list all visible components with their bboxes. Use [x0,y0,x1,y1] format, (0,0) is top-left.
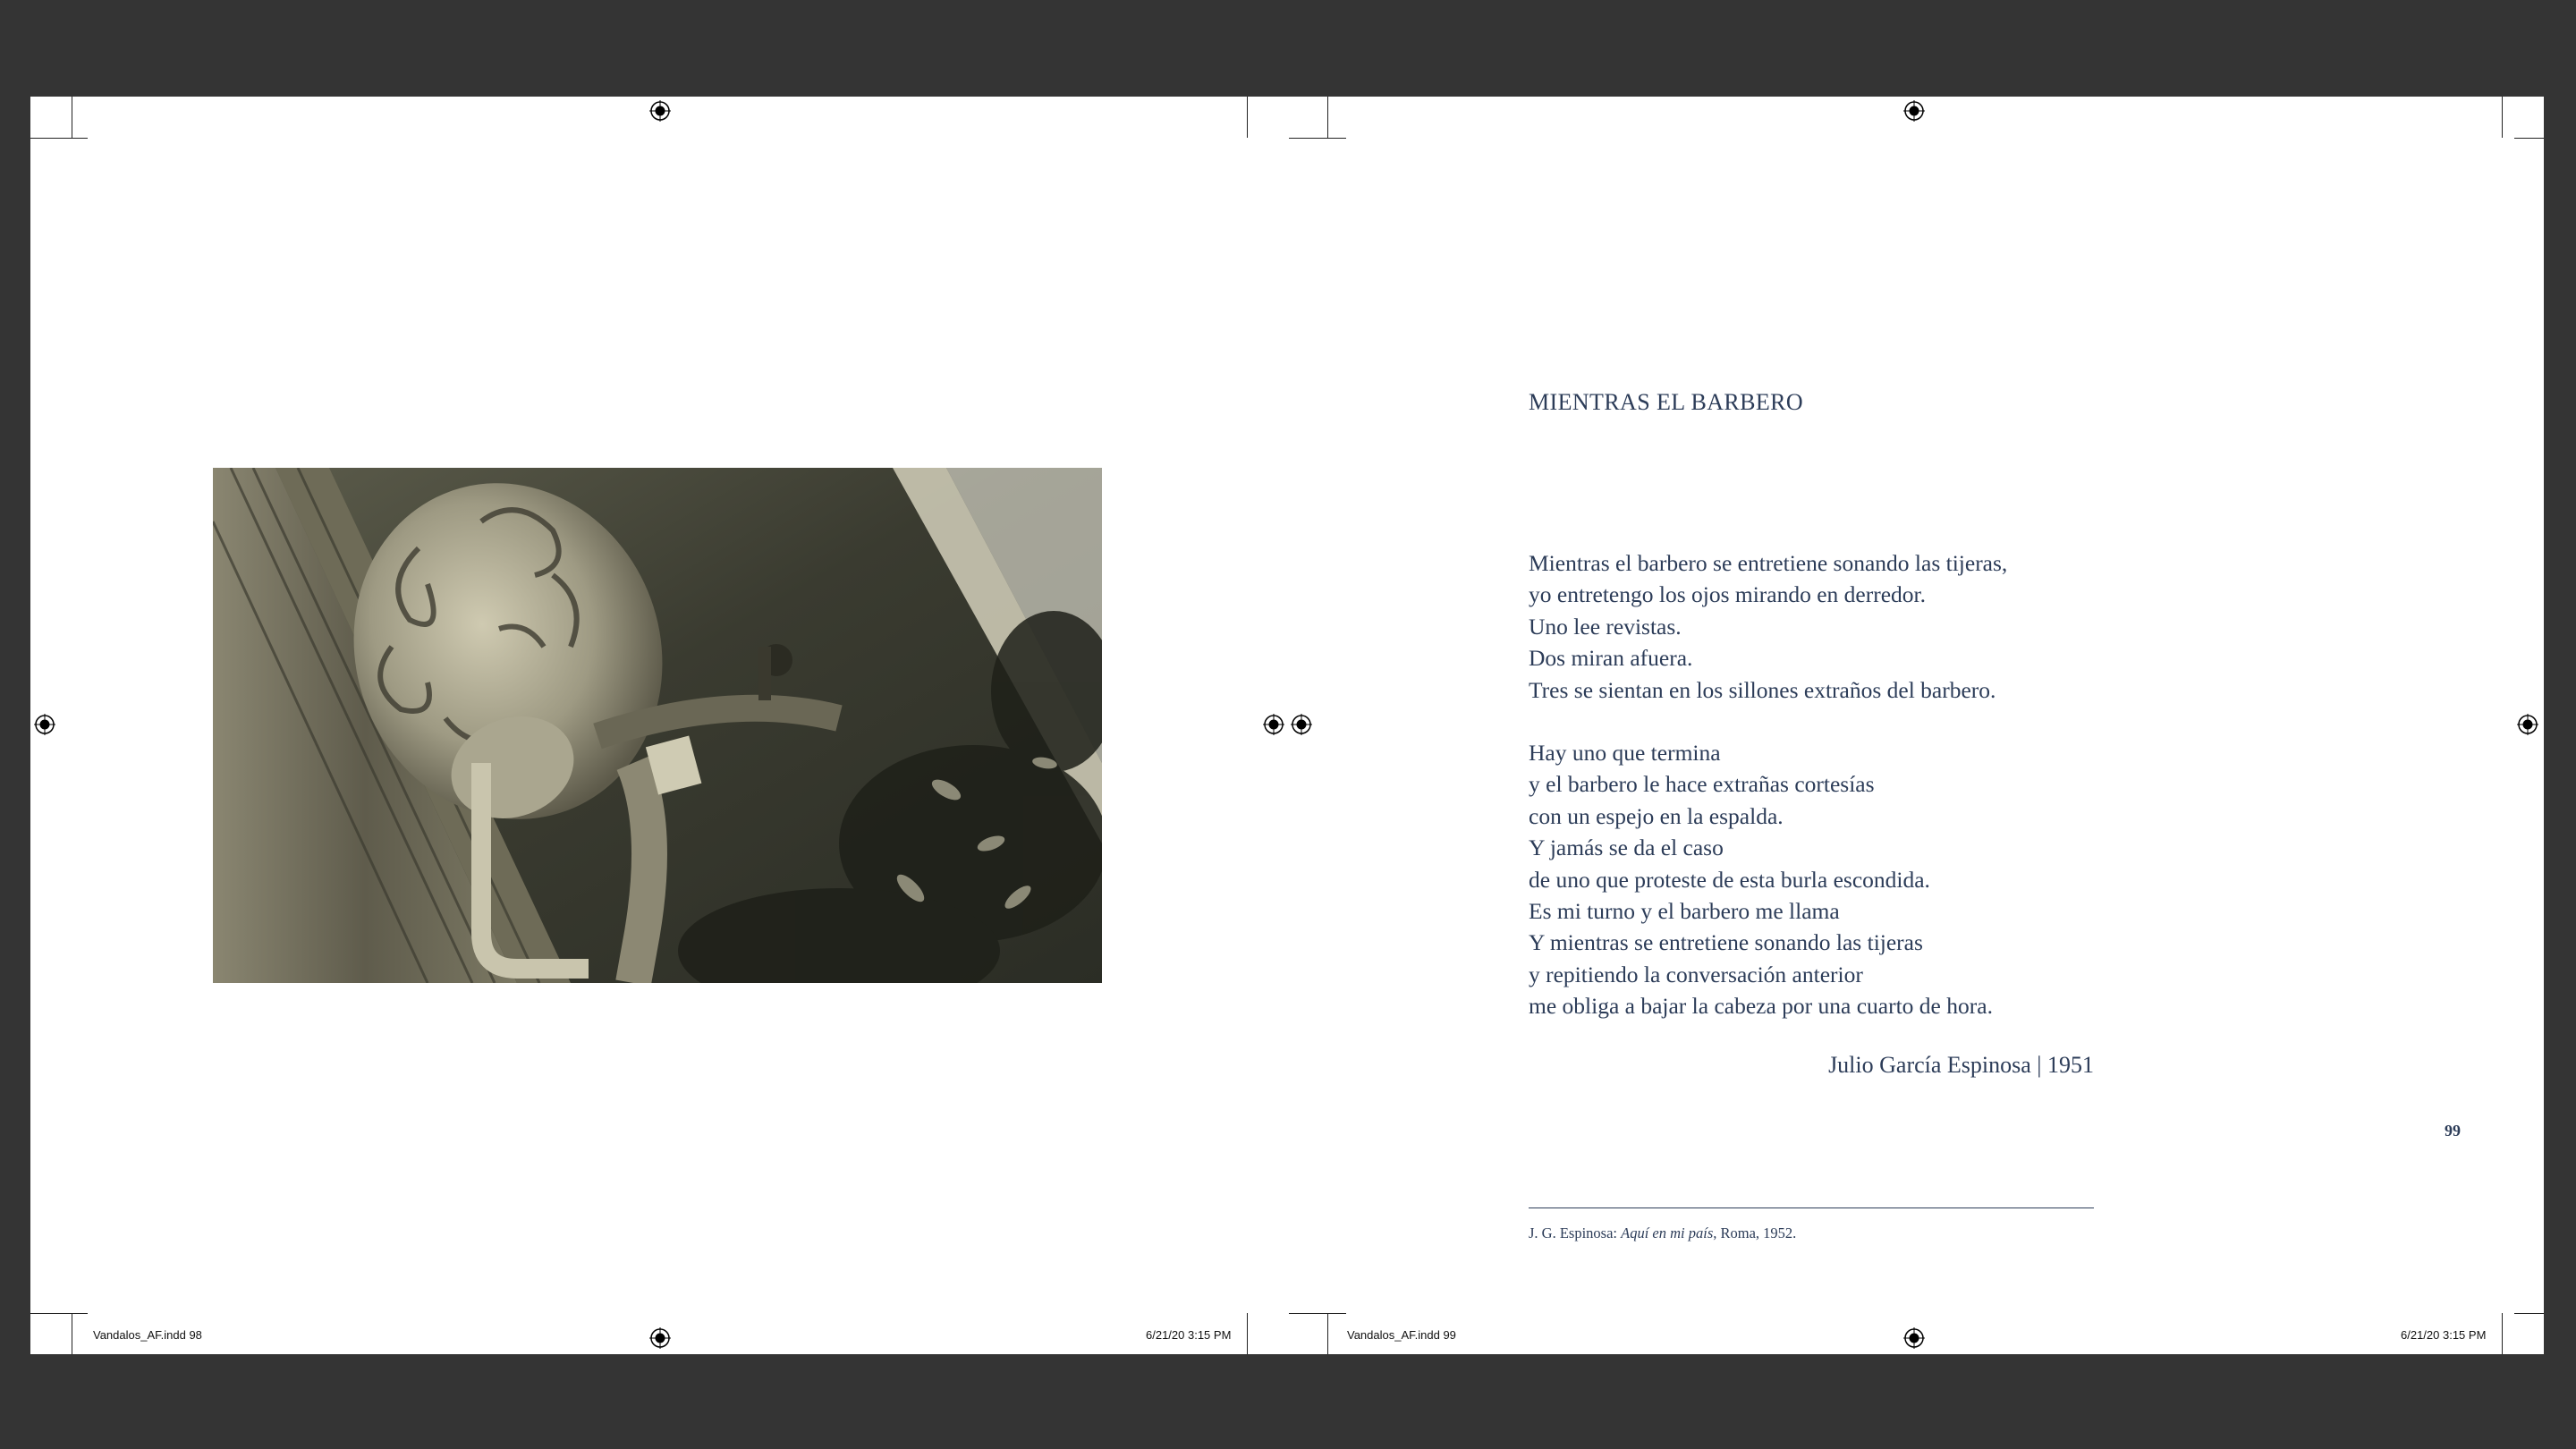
poem-line: Y jamás se da el caso [1529,835,1724,861]
slug-file-info: Vandalos_AF.indd 99 [1347,1328,1456,1342]
crop-mark [1247,97,1248,138]
crop-mark [30,1313,88,1314]
poem-line: Hay uno que termina [1529,740,1721,766]
registration-mark-icon [1903,100,1925,122]
page-number: 99 [2445,1122,2461,1140]
poem-stanza-1 [1529,547,2007,706]
poem-line: Es mi turno y el barbero me llama [1529,898,1840,925]
slug-file-info: Vandalos_AF.indd 98 [93,1328,202,1342]
crop-mark [2502,1313,2503,1354]
poem-title: MIENTRAS EL BARBERO [1529,389,1804,415]
registration-mark-icon [1291,714,1312,735]
crop-mark [1289,138,1346,139]
crop-mark [2514,138,2544,139]
registration-mark-icon [1263,714,1284,735]
footnote-book-title: Aquí en mi país [1621,1224,1714,1241]
footnote [1529,1224,1796,1242]
poem-line: Y mientras se entretiene sonando las tijeras [1529,929,1923,956]
crop-mark [1247,1313,1248,1354]
poem-line: me obliga a bajar la cabeza por una cuarto de hora. [1529,993,1993,1020]
poem-line: Tres se sientan en los sillones extraños del barbero. [1529,676,1996,703]
registration-mark-icon [649,1327,671,1349]
registration-mark-icon [1903,1327,1925,1349]
poem-line: y repitiendo la conversación anterior [1529,961,1863,987]
crop-mark [30,138,88,139]
left-page [30,97,1289,1354]
crop-mark [2514,1313,2544,1314]
crop-mark [2502,97,2503,138]
slug-datetime: 6/21/20 3:15 PM [2401,1328,2487,1342]
poem-line: Mientras el barbero se entretiene sonando las tijeras, [1529,550,2008,576]
right-page [1289,97,2544,1354]
poem-line: de uno que proteste de esta burla escondida. [1529,866,1930,893]
footnote-prefix: J. G. Espinosa: [1529,1224,1622,1241]
poem-attribution: Julio García Espinosa | 1951 [1828,1052,2094,1078]
crop-mark [1289,1313,1346,1314]
poem-line: con un espejo en la espalda. [1529,802,1784,829]
crop-mark [1327,97,1328,138]
poem-stanza-2 [1529,737,1993,1022]
footnote-suffix: , Roma, 1952. [1713,1224,1797,1241]
poem-line: Uno lee revistas. [1529,613,1682,640]
fountain-photo-icon [213,468,1102,983]
poem-line: yo entretengo los ojos mirando en derredor. [1529,581,1927,608]
poem-line: y el barbero le hace extrañas cortesías [1529,771,1875,798]
poem-line: Dos miran afuera. [1529,645,1693,672]
sepia-photo [213,468,1102,983]
registration-mark-icon [2517,714,2538,735]
crop-mark [1327,1313,1328,1354]
registration-mark-icon [34,714,55,735]
registration-mark-icon [649,100,671,122]
slug-datetime: 6/21/20 3:15 PM [1146,1328,1232,1342]
